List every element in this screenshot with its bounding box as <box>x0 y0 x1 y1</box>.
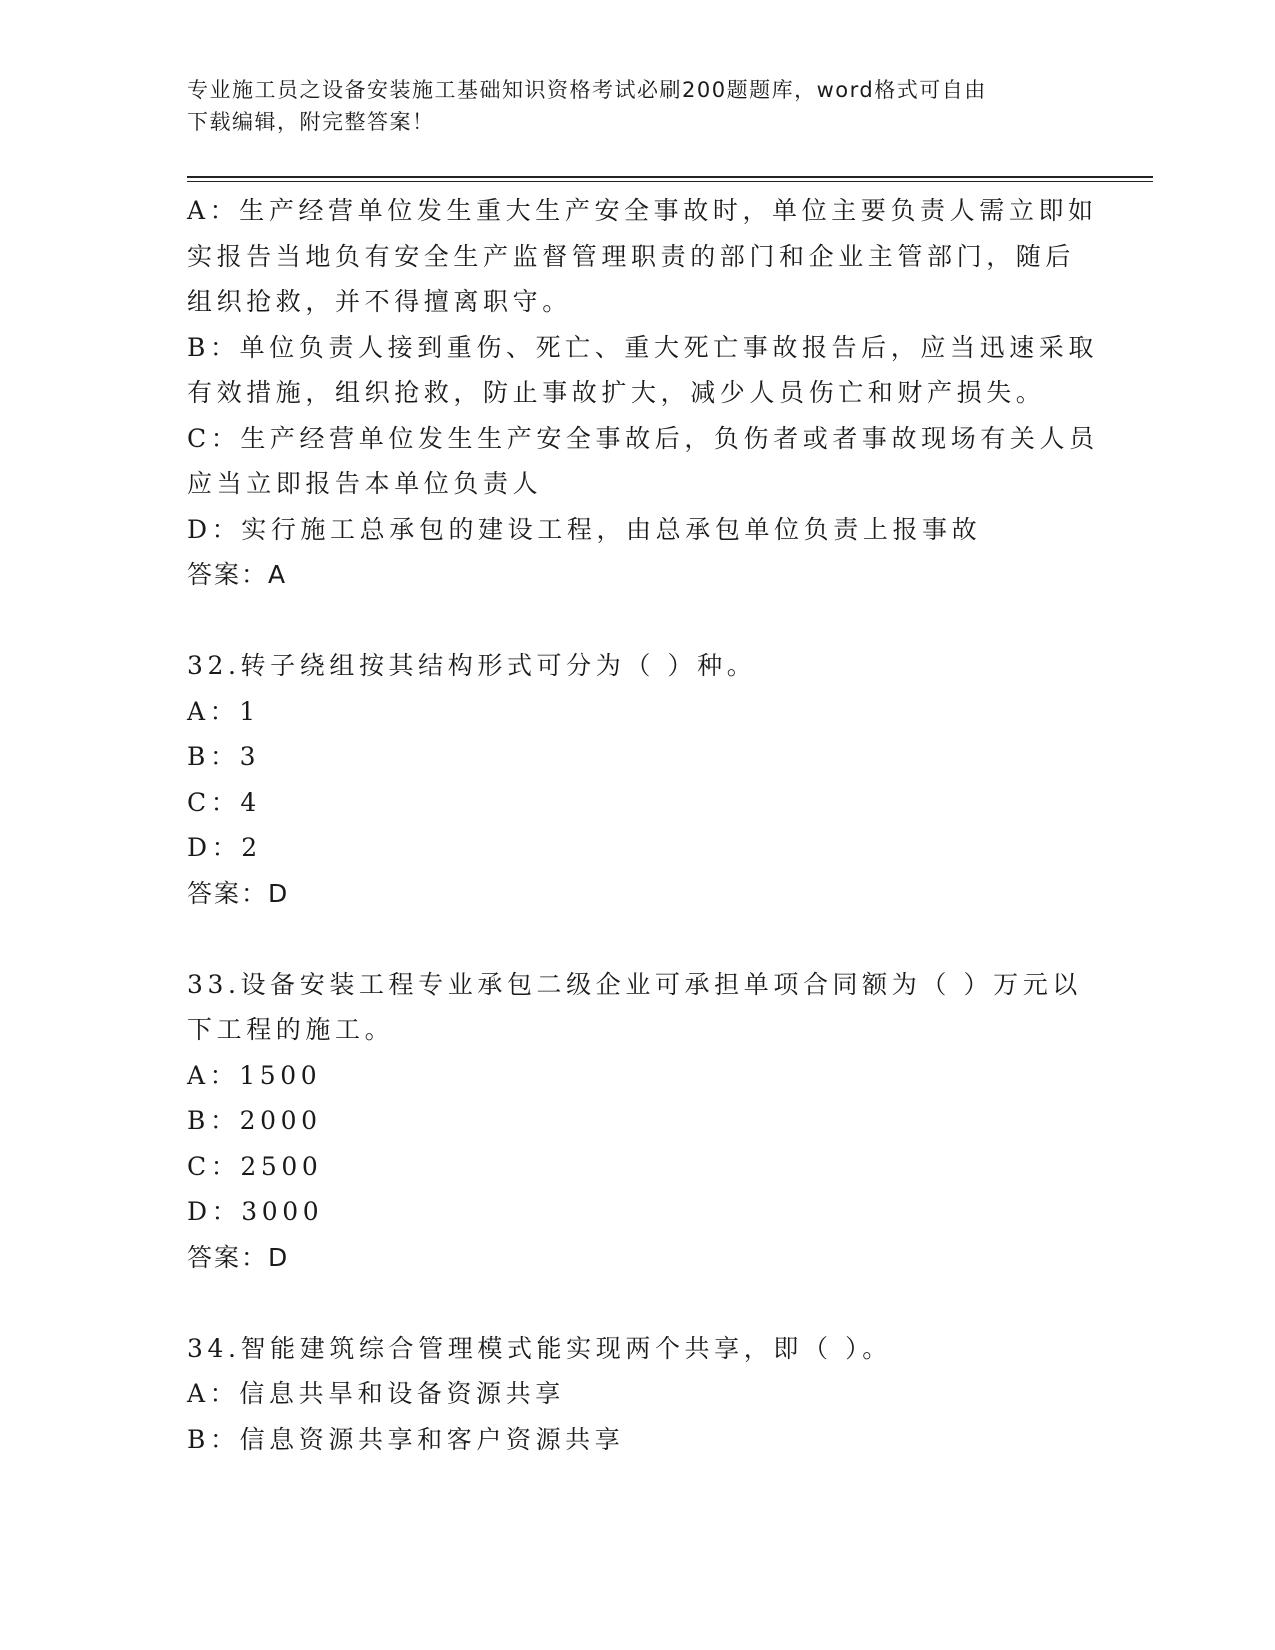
option-b: B：3 <box>187 742 261 771</box>
option-b-line: B：单位负责人接到重伤、死亡、重大死亡事故报告后，应当迅速采取 <box>187 332 1098 362</box>
spacer <box>187 916 1087 962</box>
option-c: C：4 <box>187 787 261 817</box>
option-b-line: 有效措施，组织抢救，防止事故扩大，减少人员伤亡和财产损失。 <box>187 378 1046 407</box>
option-d: D：3000 <box>187 1197 324 1226</box>
option-c: C：2500 <box>187 1151 323 1181</box>
header-line-2: 下载编辑，附完整答案！ <box>187 110 435 134</box>
header-line-1: 专业施工员之设备安装施工基础知识资格考试必刷200题题库，word格式可自由 <box>187 78 987 102</box>
question-text: 33.设备安装工程专业承包二级企业可承担单项合同额为（ ）万元以 <box>187 969 1082 999</box>
option-a: A：1500 <box>187 1060 322 1090</box>
question-33-block <box>187 962 1087 1281</box>
answer-label: 答案：D <box>187 1242 290 1272</box>
spacer <box>187 598 1087 644</box>
option-a-line: 组织抢救，并不得擅离职守。 <box>187 287 572 316</box>
prev-question-block <box>187 188 1099 598</box>
document-header <box>187 74 1067 138</box>
answer-label: 答案：D <box>187 878 290 908</box>
spacer <box>187 1280 1087 1326</box>
question-content <box>187 188 1099 1462</box>
option-c-line: C：生产经营单位发生生产安全事故后，负伤者或者事故现场有关人员 <box>187 423 1099 453</box>
option-b: B：信息资源共享和客户资源共享 <box>187 1424 625 1454</box>
option-a-line: A：生产经营单位发生重大生产安全事故时，单位主要负责人需立即如 <box>187 196 1098 225</box>
option-a-line: 实报告当地负有安全生产监督管理职责的部门和企业主管部门，随后 <box>187 241 1076 271</box>
question-text: 下工程的施工。 <box>187 1015 395 1044</box>
header-divider-thick <box>187 176 1153 178</box>
option-a: A：信息共旱和设备资源共享 <box>187 1379 565 1408</box>
question-text: 32.转子绕组按其结构形式可分为（ ）种。 <box>187 651 757 680</box>
answer-label: 答案：A <box>187 560 288 589</box>
option-d-line: D：实行施工总承包的建设工程，由总承包单位负责上报事故 <box>187 514 982 544</box>
question-text: 34.智能建筑综合管理模式能实现两个共享，即（ ）。 <box>187 1333 892 1363</box>
question-32-block <box>187 643 1087 916</box>
option-c-line: 应当立即报告本单位负责人 <box>187 469 543 498</box>
header-divider-thin <box>187 181 1153 182</box>
question-34-block <box>187 1326 1087 1463</box>
option-d: D：2 <box>187 833 262 862</box>
option-a: A：1 <box>187 696 260 726</box>
option-b: B：2000 <box>187 1106 322 1135</box>
